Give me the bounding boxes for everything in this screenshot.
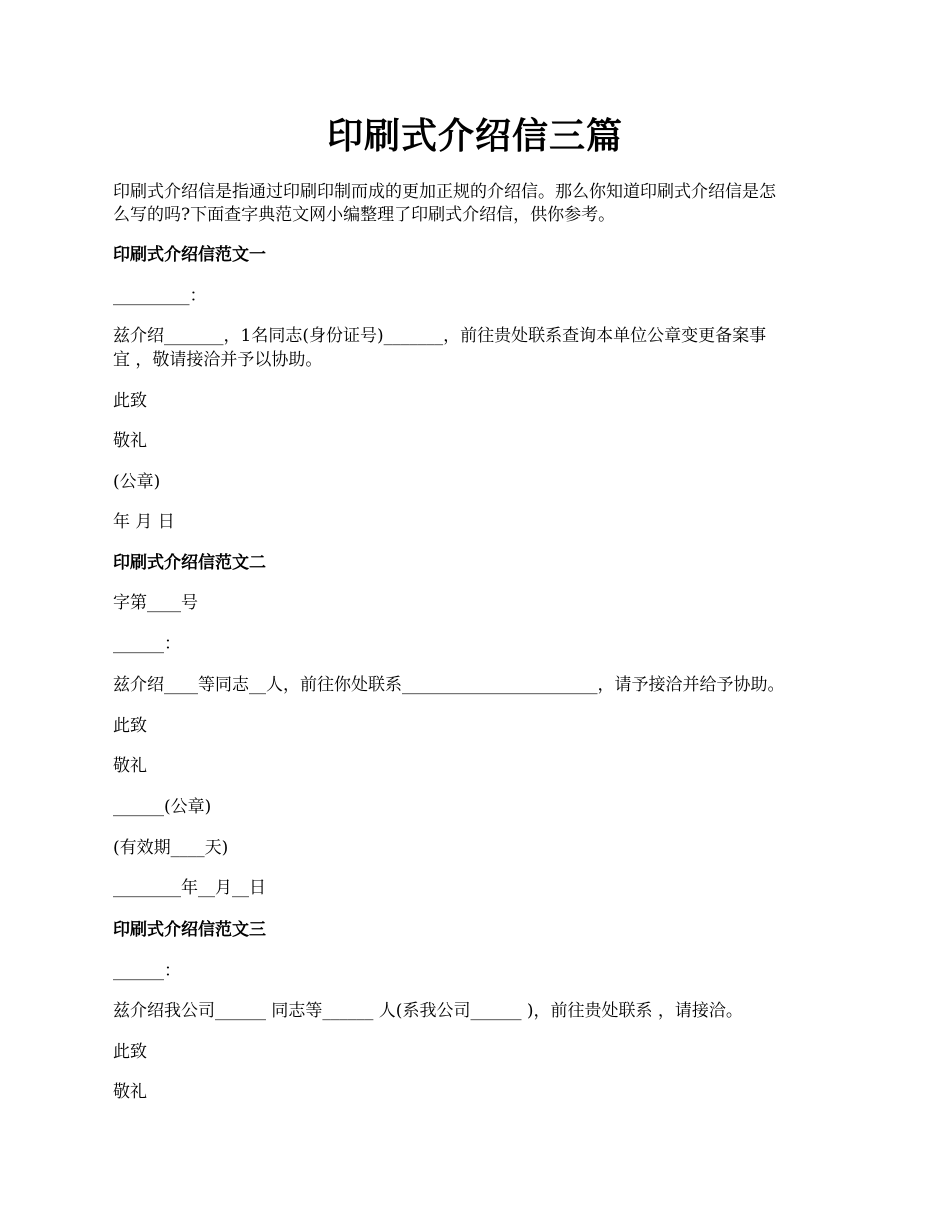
sample3-closing-1: 此致 [113, 1042, 147, 1062]
sample1-body-line-2: 宜 ，敬请接洽并予以协助。 [113, 350, 323, 370]
sample1-seal: (公章) [113, 472, 161, 492]
sample1-closing-1: 此致 [113, 391, 147, 411]
sample1-heading: 印刷式介绍信范文一 [113, 245, 266, 265]
sample2-closing-1: 此致 [113, 716, 147, 736]
sample2-date: ________年__月__日 [113, 878, 266, 898]
sample2-validity: (有效期____天) [113, 838, 229, 858]
sample1-salutation: _________： [113, 286, 207, 306]
sample2-heading: 印刷式介绍信范文二 [113, 553, 266, 573]
intro-line-2: 么写的吗?下面查字典范文网小编整理了印刷式介绍信，供你参考。 [113, 205, 616, 225]
sample2-seal: ______(公章) [113, 797, 212, 817]
sample1-date: 年 月 日 [113, 512, 175, 532]
sample3-body: 兹介绍我公司______ 同志等______ 人(系我公司______ )，前往贵处联系 ，请接洽。 [113, 1001, 743, 1021]
sample1-body-line-1: 兹介绍_______，1名同志(身份证号)_______，前往贵处联系查询本单位公章变更备案事 [113, 326, 767, 346]
intro-line-1: 印刷式介绍信是指通过印刷印制而成的更加正规的介绍信。那么你知道印刷式介绍信是怎 [113, 182, 776, 202]
sample3-closing-2: 敬礼 [113, 1082, 147, 1102]
sample2-number: 字第____号 [113, 593, 198, 613]
sample2-salutation: ______： [113, 634, 181, 654]
sample3-heading: 印刷式介绍信范文三 [113, 920, 266, 940]
sample2-body: 兹介绍____等同志__人，前往你处联系_______________________，请予接洽并给予协助。 [113, 675, 785, 695]
document-title: 印刷式介绍信三篇 [326, 115, 623, 157]
sample3-salutation: ______： [113, 961, 181, 981]
sample1-closing-2: 敬礼 [113, 431, 147, 451]
sample2-closing-2: 敬礼 [113, 756, 147, 776]
